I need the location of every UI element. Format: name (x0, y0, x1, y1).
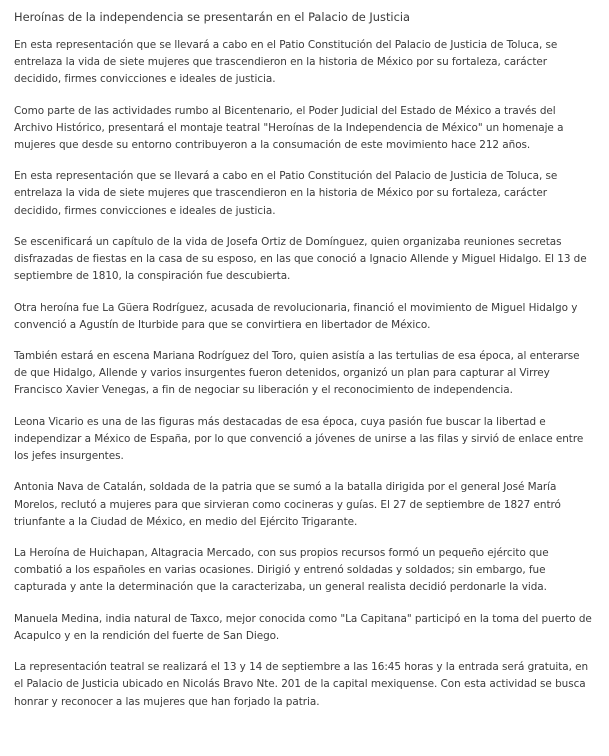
paragraph-intro: En esta representación que se llevará a cabo en el Patio Constitución del Palacio de Justicia de Toluca, se entrelaza la vida de siete mujeres que trascendieron en la historia de México por su fortaleza, carácter decidido, firmes convicciones e ideales de justicia. (14, 39, 558, 86)
paragraph-event-details: La representación teatral se realizará el 13 y 14 de septiembre a las 16:45 horas y la entrada será gratuita, en el Palacio de Justicia ubicado en Nicolás Bravo Nte. 201 de la capital mexiquense. Con esta actividad se busca honrar y reconocer a las mujeres que han forjado la patria. (14, 661, 589, 708)
paragraph-bicentenario: Como parte de las actividades rumbo al Bicentenario, el Poder Judicial del Estado de México a través del Archivo Histórico, presentará el montaje teatral "Heroínas de la Independencia de México" un homenaje a mujeres que desde su entorno contribuyeron a la consumación de este movimiento hace 212 años. (14, 104, 564, 151)
paragraph-antonia-nava: Antonia Nava de Catalán, soldada de la patria que se sumó a la batalla dirigida por el general José María Morelos, reclutó a mujeres para que sirvieran como cocineras y guías. El 27 de septiembre de 1827 entró triunfante a la Ciudad de México, en medio del Ejército Trigarante. (14, 481, 561, 528)
paragraph-mariana-rodriguez: También estará en escena Mariana Rodríguez del Toro, quien asistía a las tertulias de esa época, al enterarse de que Hidalgo, Allende y varios insurgentes fueron detenidos, organizó un plan para capturar al Virrey Francisco Xavier Venegas, a fin de negociar su liberación y el reconocimiento de independencia. (14, 350, 580, 397)
article-title: Heroínas de la independencia se presentarán en el Palacio de Justicia (14, 10, 410, 24)
paragraph-leona-vicario: Leona Vicario es una de las figuras más destacadas de esa época, cuya pasión fue buscar la libertad e independizar a México de España, por lo que convenció a jóvenes de unirse a las filas y sirvió de enlace entre los jefes insurgentes. (14, 415, 584, 463)
paragraph-josefa-ortiz: Se escenificará un capítulo de la vida de Josefa Ortiz de Domínguez, quien organizaba reuniones secretas disfrazadas de fiestas en la casa de su esposo, en las que conoció a Ignacio Allende y Miguel Hidalgo. El 13 de septiembre de 1810, la conspiración fue descubierta. (14, 235, 587, 283)
paragraph-intro-repeat: En esta representación que se llevará a cabo en el Patio Constitución del Palacio de Justicia de Toluca, se entrelaza la vida de siete mujeres que trascendieron en la historia de México por su fortaleza, carácter decidido, firmes convicciones e ideales de justicia. (14, 170, 558, 217)
paragraph-altagracia-mercado: La Heroína de Huichapan, Altagracia Mercado, con sus propios recursos formó un pequeño ejército que combatió a los españoles en varias ocasiones. Dirigió y entrenó soldadas y soldados; sin embargo, fue capturada y ante la determinación que la caracterizaba, un general realista decidió perdonarle la vida. (14, 547, 549, 594)
paragraph-guera-rodriguez: Otra heroína fue La Güera Rodríguez, acusada de revolucionaria, financió el movimiento de Miguel Hidalgo y convenció a Agustín de Iturbide para que se convirtiera en libertador de México. (14, 301, 578, 331)
paragraph-manuela-medina: Manuela Medina, india natural de Taxco, mejor conocida como "La Capitana" participó en la toma del puerto de Acapulco y en la rendición del fuerte de San Diego. (14, 612, 592, 642)
